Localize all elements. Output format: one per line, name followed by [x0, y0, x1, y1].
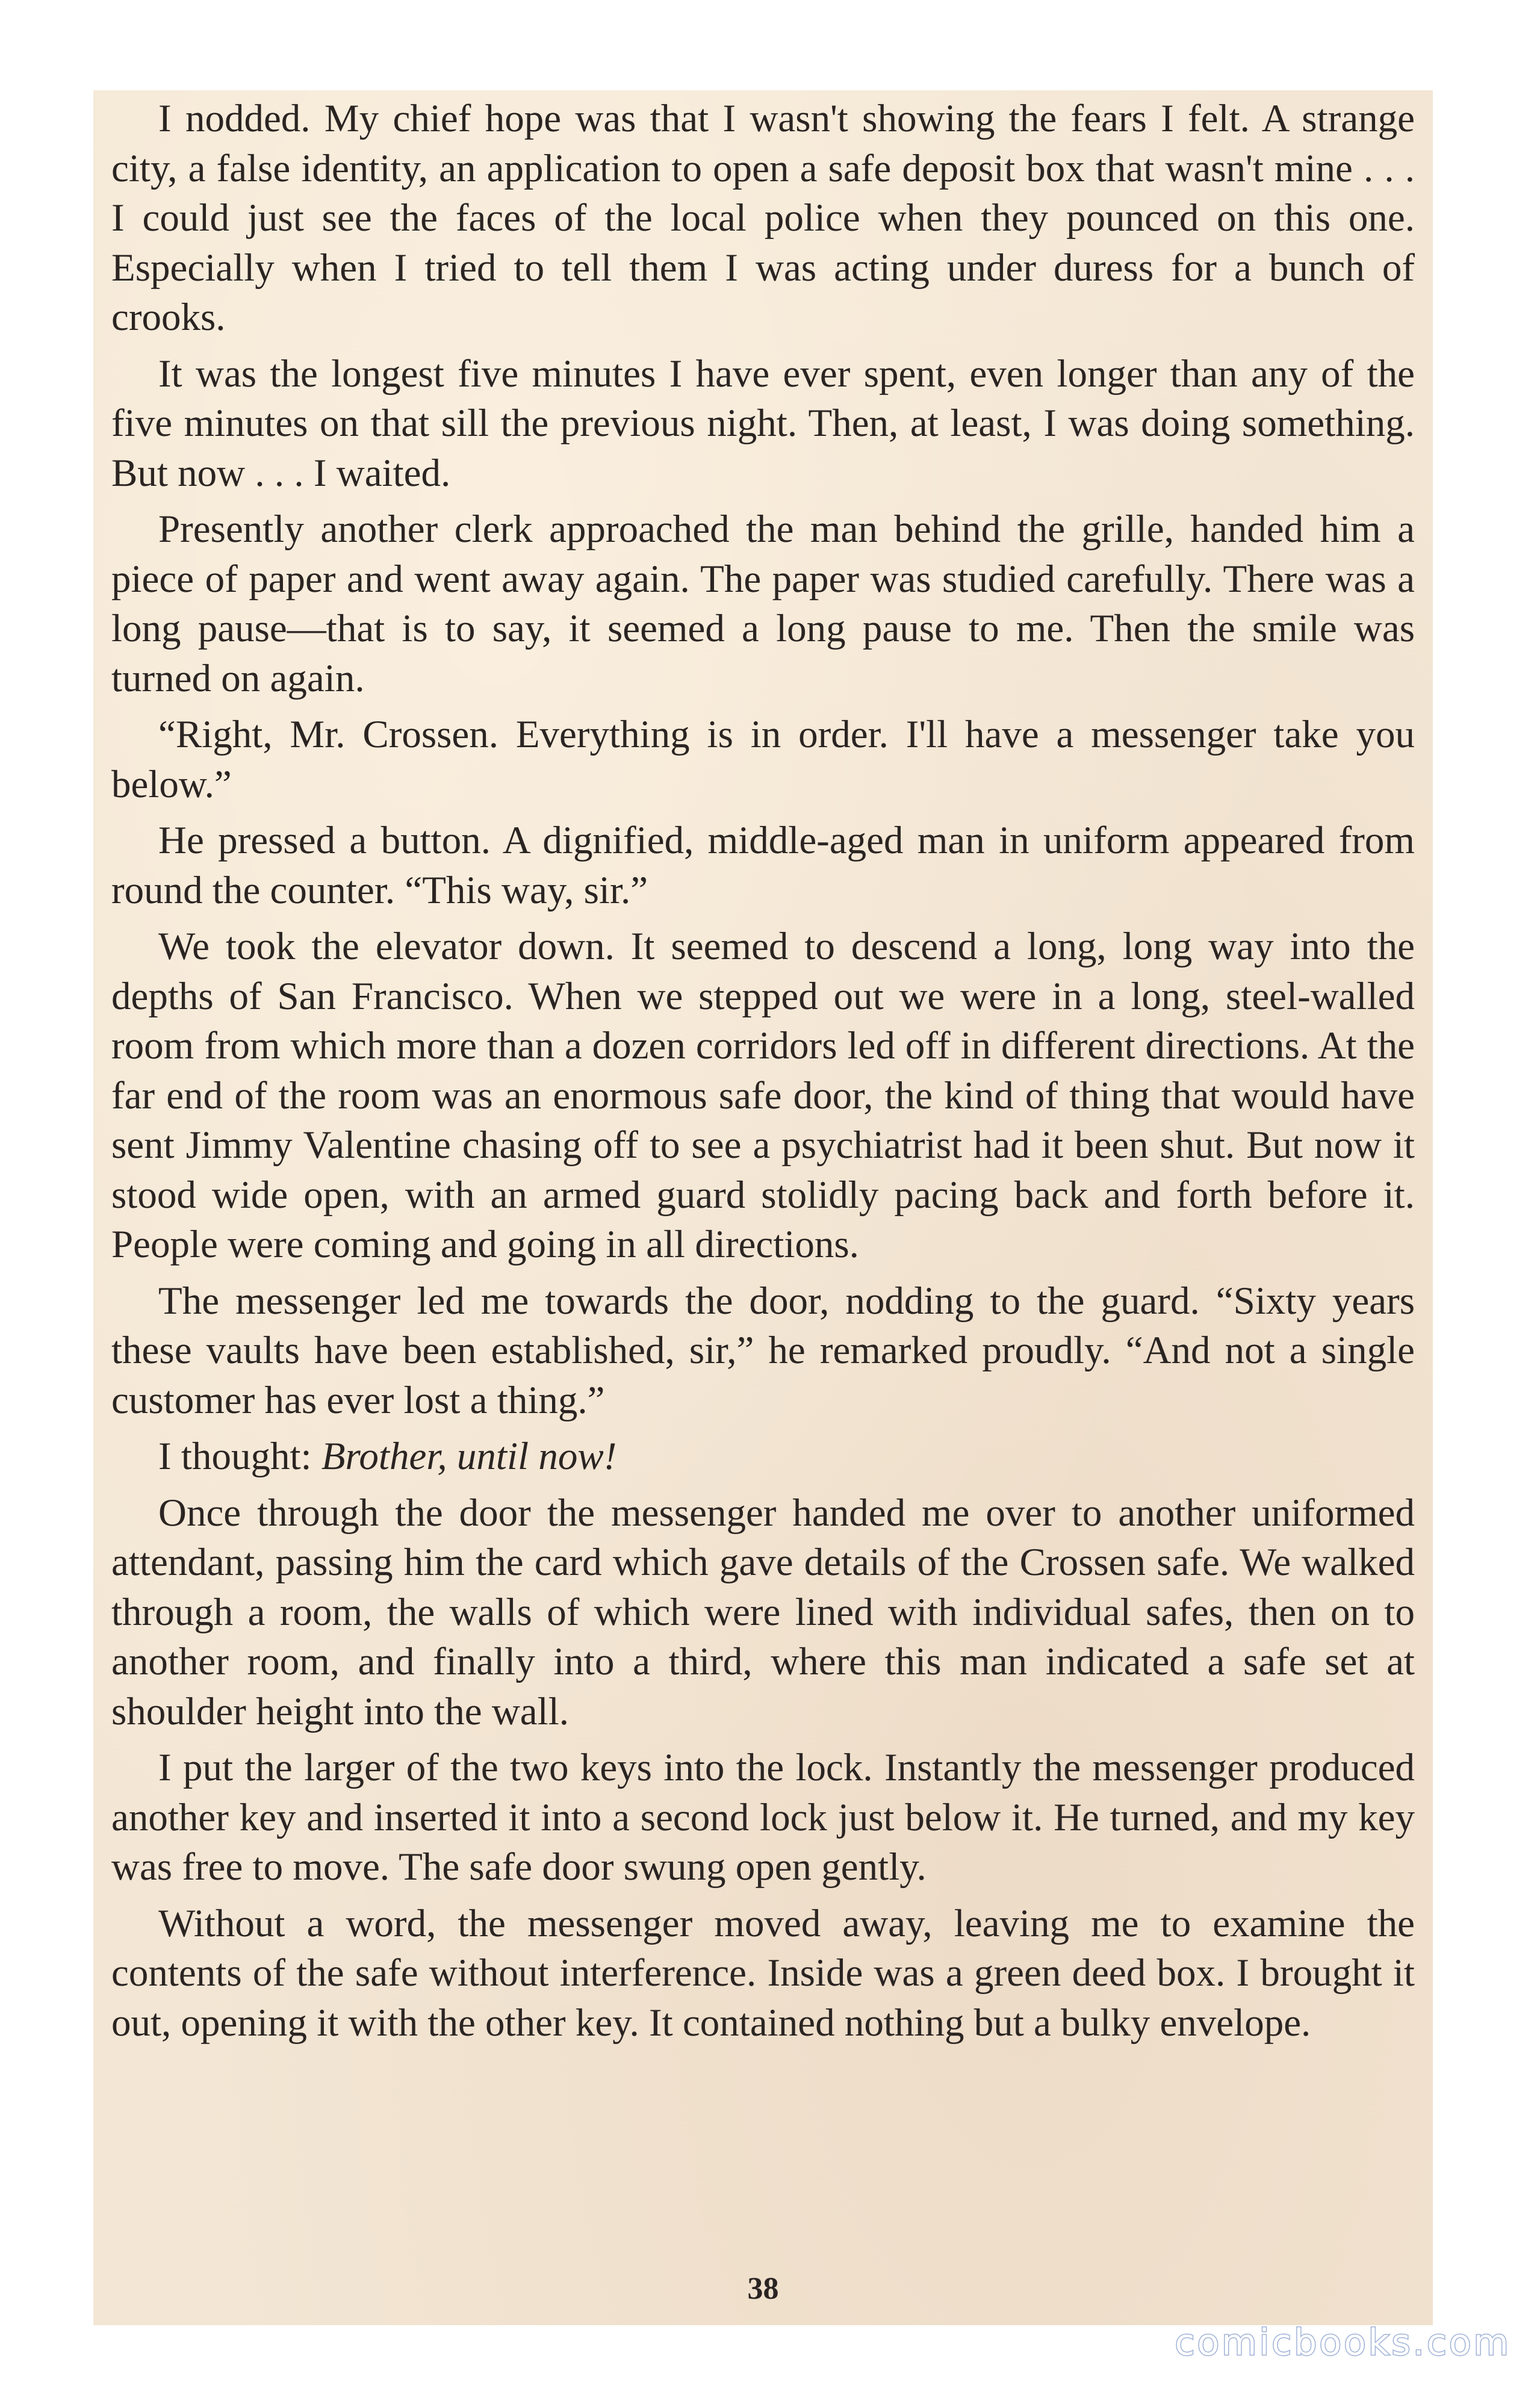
paragraph-2: It was the longest five minutes I have ever spent, even longer than any of the five minutes on that sill the previous night. Then, at least, I was doing something. But now . . . I waited. [111, 352, 1415, 495]
paragraph-1: I nodded. My chief hope was that I wasn't showing the fears I felt. A strange city, a false identity, an application to open a safe deposit box that wasn't mine . . . I could just see the faces of the local police when they pounced on this one. Especially when I tried to tell them I was acting under duress for a bunch of crooks. [111, 97, 1415, 339]
paragraph-3: Presently another clerk approached the man behind the grille, handed him a piece of paper and went away again. The paper was studied carefully. There was a long pause—that is to say, it seemed a long pause to me. Then the smile was turned on again. [111, 508, 1415, 700]
paragraph-8-italic: Brother, until now! [321, 1435, 617, 1478]
paragraph-8-lead: I thought: [158, 1435, 321, 1478]
body-text [111, 94, 1415, 2054]
paragraph-10: I put the larger of the two keys into the lock. Instantly the messenger produced another key and inserted it into a second lock just below it. He turned, and my key was free to move. The safe door swung open gently. [111, 1746, 1415, 1889]
book-page [93, 90, 1433, 2325]
paragraph-7: The messenger led me towards the door, nodding to the guard. “Sixty years these vaults have been established, sir,” he remarked proudly. “And not a single customer has ever lost a thing.” [111, 1279, 1415, 1422]
paragraph-8 [111, 1432, 1415, 1482]
paragraph-11: Without a word, the messenger moved away, leaving me to examine the contents of the safe without interference. Inside was a green deed box. I brought it out, opening it with the other key. It contained nothing but a bulky envelope. [111, 1901, 1415, 2045]
paragraph-4: “Right, Mr. Crossen. Everything is in order. I'll have a messenger take you below.” [111, 713, 1415, 806]
page-number: 38 [747, 2272, 779, 2306]
paragraph-9: Once through the door the messenger handed me over to another uniformed attendant, passing him the card which gave details of the Crossen safe. We walked through a room, the walls of which were lined with individual safes, then on to another room, and finally into a third, where this man indicated a safe set at shoulder height into the wall. [111, 1491, 1415, 1733]
paragraph-5: He pressed a button. A dignified, middle-aged man in uniform appeared from round the counter. “This way, sir.” [111, 819, 1415, 912]
site-watermark: comicbooks.com [1175, 2322, 1511, 2364]
paragraph-6: We took the elevator down. It seemed to descend a long, long way into the depths of San Francisco. When we stepped out we were in a long, steel-walled room from which more than a dozen corridors led off in different directions. At the far end of the room was an enormous safe door, the kind of thing that would have sent Jimmy Valentine chasing off to see a psychiatrist had it been shut. But now it stood wide open, with an armed guard stolidly pacing back and forth before it. People were coming and going in all directions. [111, 925, 1415, 1266]
